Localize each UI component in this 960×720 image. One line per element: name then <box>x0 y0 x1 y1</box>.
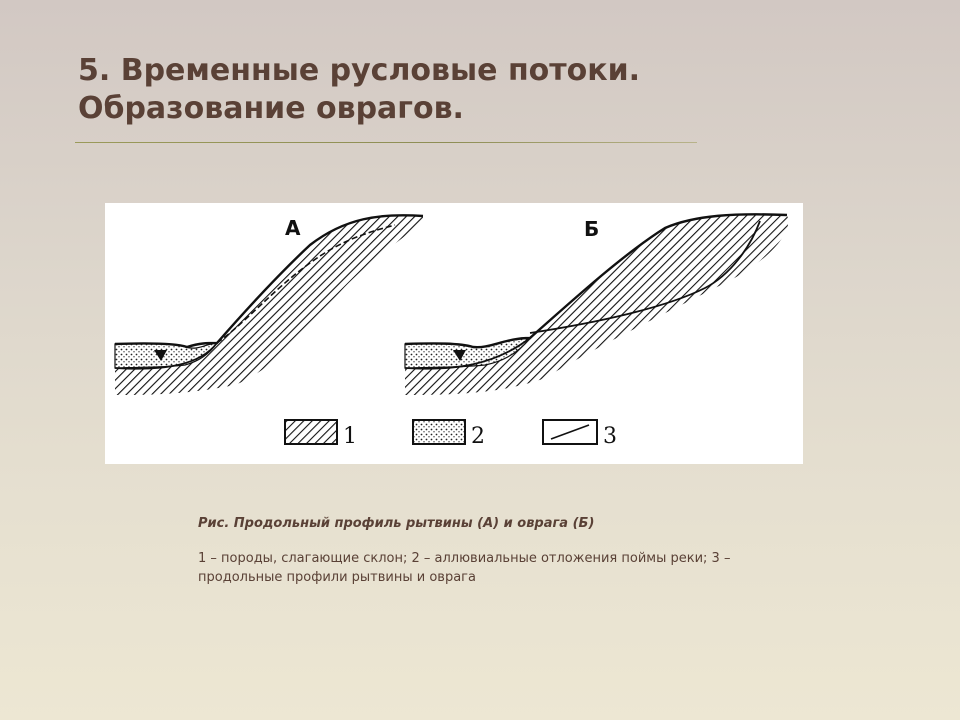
legend-item-3 <box>543 420 617 449</box>
legend-number-1: 1 <box>343 424 357 449</box>
gully-profile-figure <box>105 203 803 464</box>
legend-number-2: 2 <box>471 424 485 449</box>
panel-a-profile <box>115 215 423 395</box>
legend-number-3: 3 <box>603 424 617 449</box>
panel-a-label: А <box>285 216 301 240</box>
dotted-alluvium-swatch <box>413 420 465 444</box>
title-underline <box>75 142 697 143</box>
slide-title-line-1: 5. Временные русловые потоки. <box>78 53 641 88</box>
panel-b-profile <box>405 214 788 395</box>
figure-caption-title: Рис. Продольный профиль рытвины (А) и оврага (Б) <box>198 516 595 531</box>
panel-b-label: Б <box>584 217 600 241</box>
slide-title <box>78 52 878 128</box>
legend-item-1 <box>285 420 357 449</box>
slide-title-line-2: Образование оврагов. <box>78 91 464 126</box>
figure-caption-legend: 1 – породы, слагающие склон; 2 – аллювиальные отложения поймы реки; 3 – продольные профили рытвины и оврага <box>198 551 731 585</box>
legend-item-2 <box>413 420 485 449</box>
hatched-rock-swatch <box>285 420 337 444</box>
